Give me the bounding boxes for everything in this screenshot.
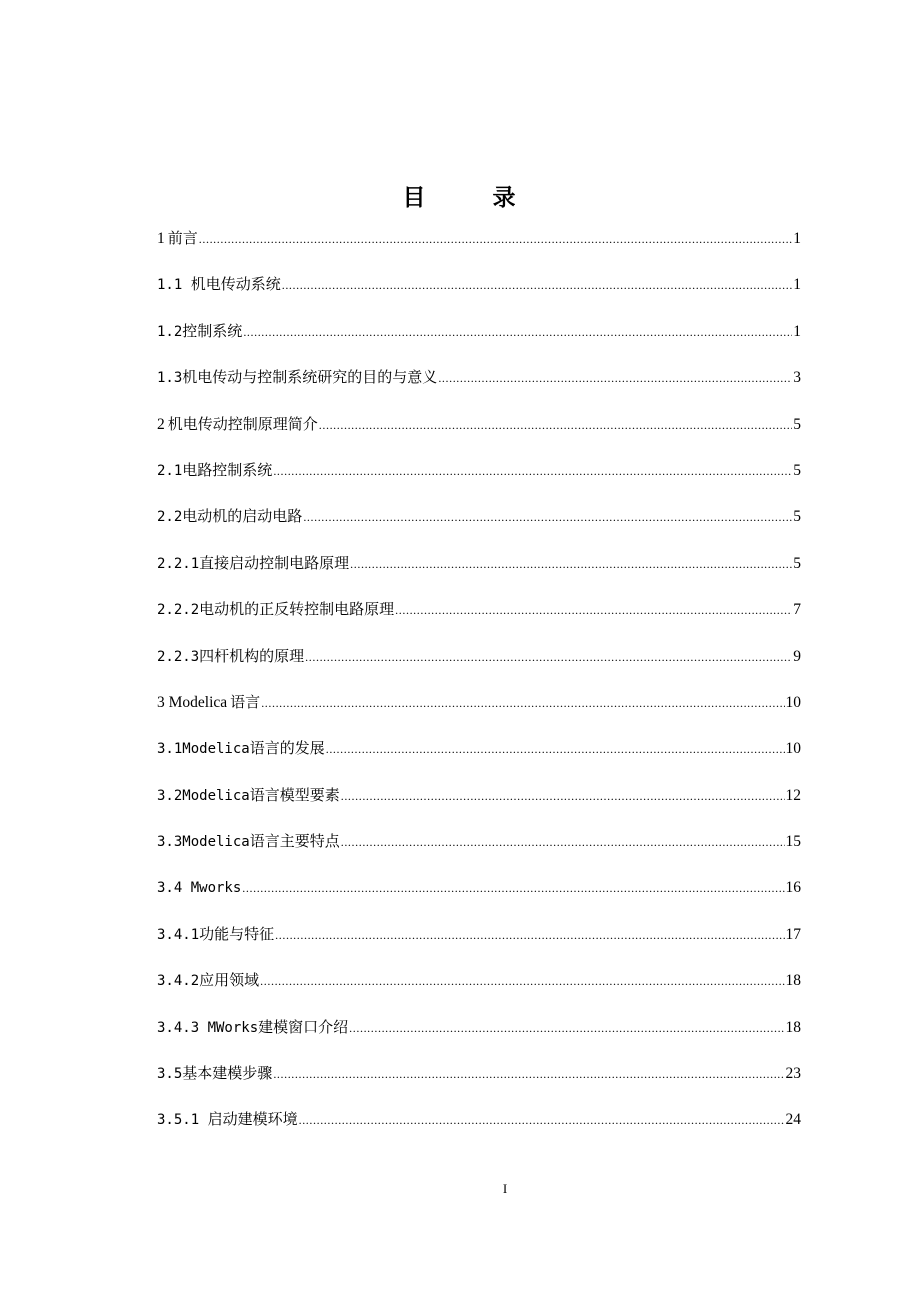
toc-entry-text: 语言模型要素 — [249, 785, 340, 804]
toc-entry-page: 5 — [793, 508, 801, 526]
toc-entry-page: 5 — [793, 415, 801, 433]
toc-dot-leader — [349, 1014, 784, 1042]
toc-entry — [157, 781, 801, 827]
toc-entry-label — [157, 920, 274, 949]
toc-entry-text: 电路控制系统 — [182, 460, 273, 479]
toc-entry-page: 24 — [785, 1111, 801, 1129]
toc-entry-page: 9 — [793, 647, 801, 665]
toc-dot-leader — [341, 782, 785, 810]
toc-entry-page: 3 — [793, 369, 801, 387]
page-number: I — [502, 1181, 508, 1196]
toc-entry — [157, 502, 801, 548]
toc-entry-page: 7 — [793, 601, 801, 619]
toc-entry-page: 1 — [793, 230, 801, 247]
toc-dot-leader — [438, 364, 792, 392]
toc-entry-text: 语言主要特点 — [249, 832, 340, 851]
toc-entry-number: 2.2.3 — [157, 648, 200, 665]
toc-entry-label — [157, 595, 394, 624]
toc-entry-text: 电动机的正反转控制电路原理 — [199, 600, 395, 619]
toc-entry-number: 3.4.3 MWorks — [157, 1019, 259, 1036]
toc-dot-leader — [326, 735, 785, 763]
toc-entry-number: 3.1Modelica — [157, 741, 250, 758]
toc-entry-text: 启动建模环境 — [207, 1110, 298, 1129]
toc-entry-number: 3.5 — [157, 1066, 183, 1083]
toc-entry-page: 16 — [785, 879, 801, 897]
toc-entry-label — [157, 317, 242, 346]
toc-dot-leader — [243, 318, 792, 346]
toc-dot-leader — [395, 596, 792, 624]
toc-entry-label — [157, 502, 302, 531]
toc-entry-label — [157, 734, 325, 763]
toc-entry-number: 2.2.2 — [157, 602, 200, 619]
toc-dot-leader — [273, 457, 792, 485]
toc-entry — [157, 920, 801, 966]
toc-entry-label — [157, 363, 437, 392]
toc-entry-page: 15 — [785, 833, 801, 851]
toc-entry-page: 23 — [785, 1065, 801, 1083]
toc-entry-label — [157, 827, 340, 856]
toc-entry — [157, 224, 801, 270]
toc-entry-page: 10 — [785, 693, 801, 711]
toc-entry-page: 5 — [793, 461, 801, 479]
toc-entry-number: 3.5.1 — [157, 1112, 208, 1129]
toc-entry-text: 机电传动控制原理简介 — [167, 414, 318, 433]
toc-entry-number: 2 — [157, 415, 165, 433]
toc-entry-text: 语言 — [230, 692, 261, 711]
toc-entry-number: 2.2.1 — [157, 555, 200, 572]
toc-dot-leader — [199, 225, 792, 253]
toc-entry — [157, 410, 801, 456]
toc-entry-text: 四杆机构的原理 — [199, 646, 305, 665]
toc-entry-number: 2.1 — [157, 462, 183, 479]
toc-entry-page: 1 — [793, 276, 801, 294]
toc-entry-number: 3.4 Mworks — [157, 880, 242, 897]
toc-dot-leader — [350, 550, 792, 578]
toc-entry-page: 1 — [793, 322, 801, 340]
toc-entry-number: 3.4.1 — [157, 926, 200, 943]
toc-entry-page: 17 — [785, 925, 801, 943]
toc-entry-number: 1.2 — [157, 323, 183, 340]
toc-entry — [157, 549, 801, 595]
toc-entry-label — [157, 1059, 272, 1088]
toc-entry-label — [157, 1105, 298, 1134]
toc-dot-leader — [303, 503, 792, 531]
toc-entry-number: 1.1 — [157, 277, 191, 294]
toc-entry-label — [157, 410, 318, 439]
toc-entry-text: 应用领域 — [199, 971, 260, 990]
toc-entry-label — [157, 688, 260, 717]
toc-dot-leader — [242, 874, 784, 902]
toc-entry-text: 机电传动系统 — [190, 275, 281, 294]
toc-dot-leader — [260, 967, 784, 995]
toc-entry-text: 控制系统 — [182, 321, 243, 340]
toc-entry — [157, 1059, 801, 1105]
toc-entry-label — [157, 270, 281, 299]
toc-entry-number: 1.3 — [157, 370, 183, 387]
toc-entry-number: 3.2Modelica — [157, 787, 250, 804]
toc-entry-text: 直接启动控制电路原理 — [199, 553, 350, 572]
toc-entry-page: 12 — [785, 786, 801, 804]
toc-entry-page: 18 — [785, 972, 801, 990]
page-title: 目 录 — [402, 185, 538, 211]
toc-entry — [157, 642, 801, 688]
toc-entry-label — [157, 549, 349, 578]
toc-entry — [157, 734, 801, 780]
toc-dot-leader — [341, 828, 785, 856]
toc-entry-text: 功能与特征 — [199, 924, 275, 943]
toc-dot-leader — [273, 1060, 784, 1088]
table-of-contents — [157, 224, 801, 1152]
toc-entry-page: 10 — [785, 740, 801, 758]
toc-entry-number: 2.2 — [157, 509, 183, 526]
toc-entry — [157, 827, 801, 873]
toc-dot-leader — [261, 689, 784, 717]
toc-entry-text: 机电传动与控制系统研究的目的与意义 — [182, 368, 438, 387]
toc-entry — [157, 363, 801, 409]
toc-entry — [157, 688, 801, 734]
toc-entry — [157, 966, 801, 1012]
toc-entry-text: 建模窗口介绍 — [258, 1017, 349, 1036]
toc-entry-label — [157, 781, 340, 810]
toc-dot-leader — [319, 411, 792, 439]
toc-entry-number: 3.3Modelica — [157, 834, 250, 851]
toc-dot-leader — [305, 643, 792, 671]
toc-entry-label — [157, 1013, 348, 1042]
toc-entry-number: 3 Modelica — [157, 693, 228, 711]
toc-entry — [157, 1105, 801, 1151]
toc-entry-number: 1 — [157, 230, 165, 247]
toc-dot-leader — [282, 271, 793, 299]
toc-entry-number: 3.4.2 — [157, 973, 200, 990]
toc-entry — [157, 873, 801, 919]
toc-entry — [157, 270, 801, 316]
toc-entry-text: 语言的发展 — [249, 739, 325, 758]
toc-entry-label — [157, 873, 241, 902]
toc-entry-page: 18 — [785, 1018, 801, 1036]
toc-entry — [157, 456, 801, 502]
toc-entry — [157, 1013, 801, 1059]
toc-entry-text: 电动机的启动电路 — [182, 507, 303, 526]
toc-entry-label — [157, 966, 259, 995]
toc-entry-label — [157, 456, 272, 485]
toc-entry-page: 5 — [793, 554, 801, 572]
toc-entry-text: 基本建模步骤 — [182, 1064, 273, 1083]
toc-entry-label — [157, 224, 198, 253]
toc-dot-leader — [275, 921, 784, 949]
toc-dot-leader — [299, 1106, 785, 1134]
toc-entry — [157, 317, 801, 363]
toc-entry — [157, 595, 801, 641]
toc-entry-label — [157, 642, 304, 671]
toc-entry-text: 前言 — [167, 229, 198, 247]
